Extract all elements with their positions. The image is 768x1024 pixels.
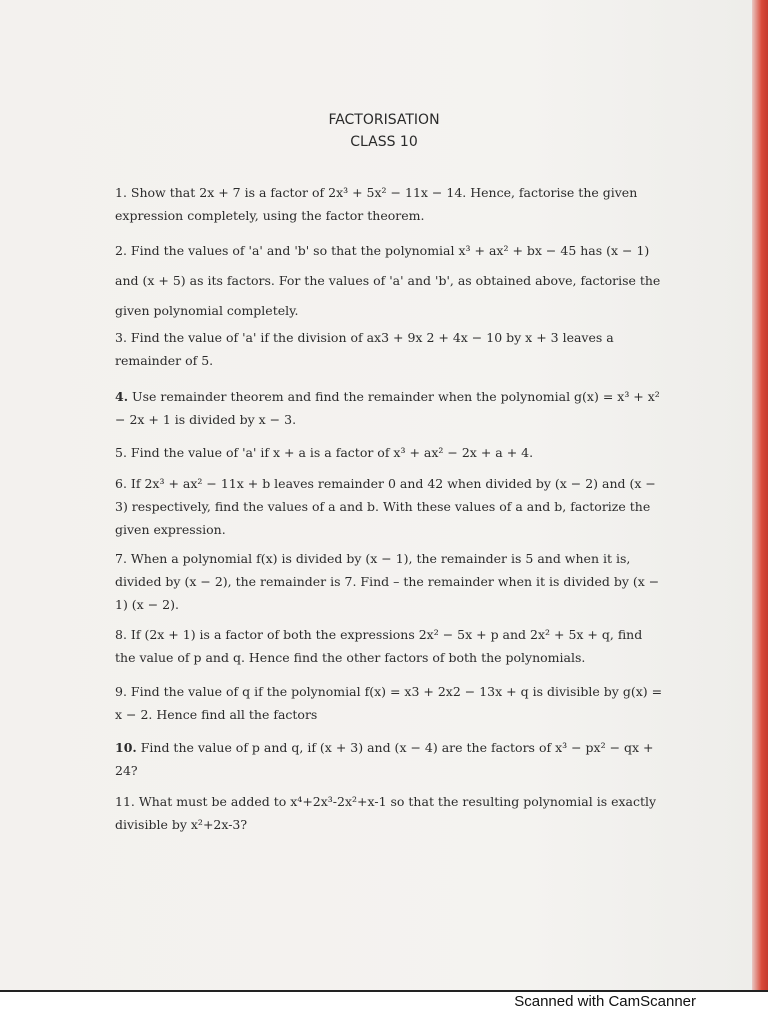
question-3 — [115, 326, 663, 372]
question-10 — [115, 736, 663, 782]
question-number: 1. — [115, 185, 127, 200]
question-number: 8. — [115, 627, 127, 642]
question-number: 5. — [115, 445, 127, 460]
question-5 — [115, 441, 663, 464]
question-1 — [115, 181, 663, 227]
document-title: FACTORISATION — [328, 112, 440, 128]
question-8 — [115, 623, 663, 669]
question-text: Use remainder theorem and find the remainder when the polynomial g(x) = x³ + x² − 2x + 1 is divided by x − 3. — [115, 389, 660, 427]
background-edge — [752, 0, 768, 990]
question-text: If 2x³ + ax² − 11x + b leaves remainder 0 and 42 when divided by (x − 2) and (x − 3) respectively, find the values of a and b. With these values of a and b, factorize the given expression. — [115, 476, 656, 537]
question-text: Show that 2x + 7 is a factor of 2x³ + 5x² − 11x − 14. Hence, factorise the given expression completely, using the factor theorem. — [115, 185, 638, 223]
question-6 — [115, 472, 663, 541]
question-4 — [115, 385, 663, 431]
question-text: Find the value of 'a' if the division of ax3 + 9x 2 + 4x − 10 by x + 3 leaves a remainder of 5. — [115, 330, 614, 368]
question-number: 3. — [115, 330, 127, 345]
question-text: When a polynomial f(x) is divided by (x − 1), the remainder is 5 and when it is, divided by (x − 2), the remainder is 7. Find – the remainder when it is divided by (x − 1) (x − 2). — [115, 551, 660, 612]
question-number: 6. — [115, 476, 127, 491]
question-number: 10. — [115, 740, 137, 755]
question-9 — [115, 680, 663, 726]
footer-divider — [0, 990, 768, 992]
question-11 — [115, 790, 663, 836]
question-text: Find the value of q if the polynomial f(x) = x3 + 2x2 − 13x + q is divisible by g(x) = x − 2. Hence find all the factors — [115, 684, 663, 722]
question-number: 7. — [115, 551, 127, 566]
question-text: Find the value of p and q, if (x + 3) and (x − 4) are the factors of x³ − px² − qx + 24? — [115, 740, 654, 778]
question-text: Find the values of 'a' and 'b' so that the polynomial x³ + ax² + bx − 45 has (x − 1) and (x + 5) as its factors. For the values of 'a' and 'b', as obtained above, factorise the given polynomial completely. — [115, 243, 661, 318]
question-number: 2. — [115, 243, 127, 258]
question-2 — [115, 236, 663, 326]
question-number: 11. — [115, 794, 135, 809]
question-7 — [115, 547, 663, 616]
question-number: 9. — [115, 684, 127, 699]
question-number: 4. — [115, 389, 129, 404]
question-text: Find the value of 'a' if x + a is a factor of x³ + ax² − 2x + a + 4. — [130, 445, 534, 460]
question-text: What must be added to x⁴+2x³-2x²+x-1 so that the resulting polynomial is exactly divisible by x²+2x-3? — [115, 794, 657, 832]
document-subtitle: CLASS 10 — [350, 134, 418, 150]
question-text: If (2x + 1) is a factor of both the expressions 2x² − 5x + p and 2x² + 5x + q, find the value of p and q. Hence find the other factors of both the polynomials. — [115, 627, 643, 665]
camscanner-watermark: Scanned with CamScanner — [514, 993, 696, 1010]
